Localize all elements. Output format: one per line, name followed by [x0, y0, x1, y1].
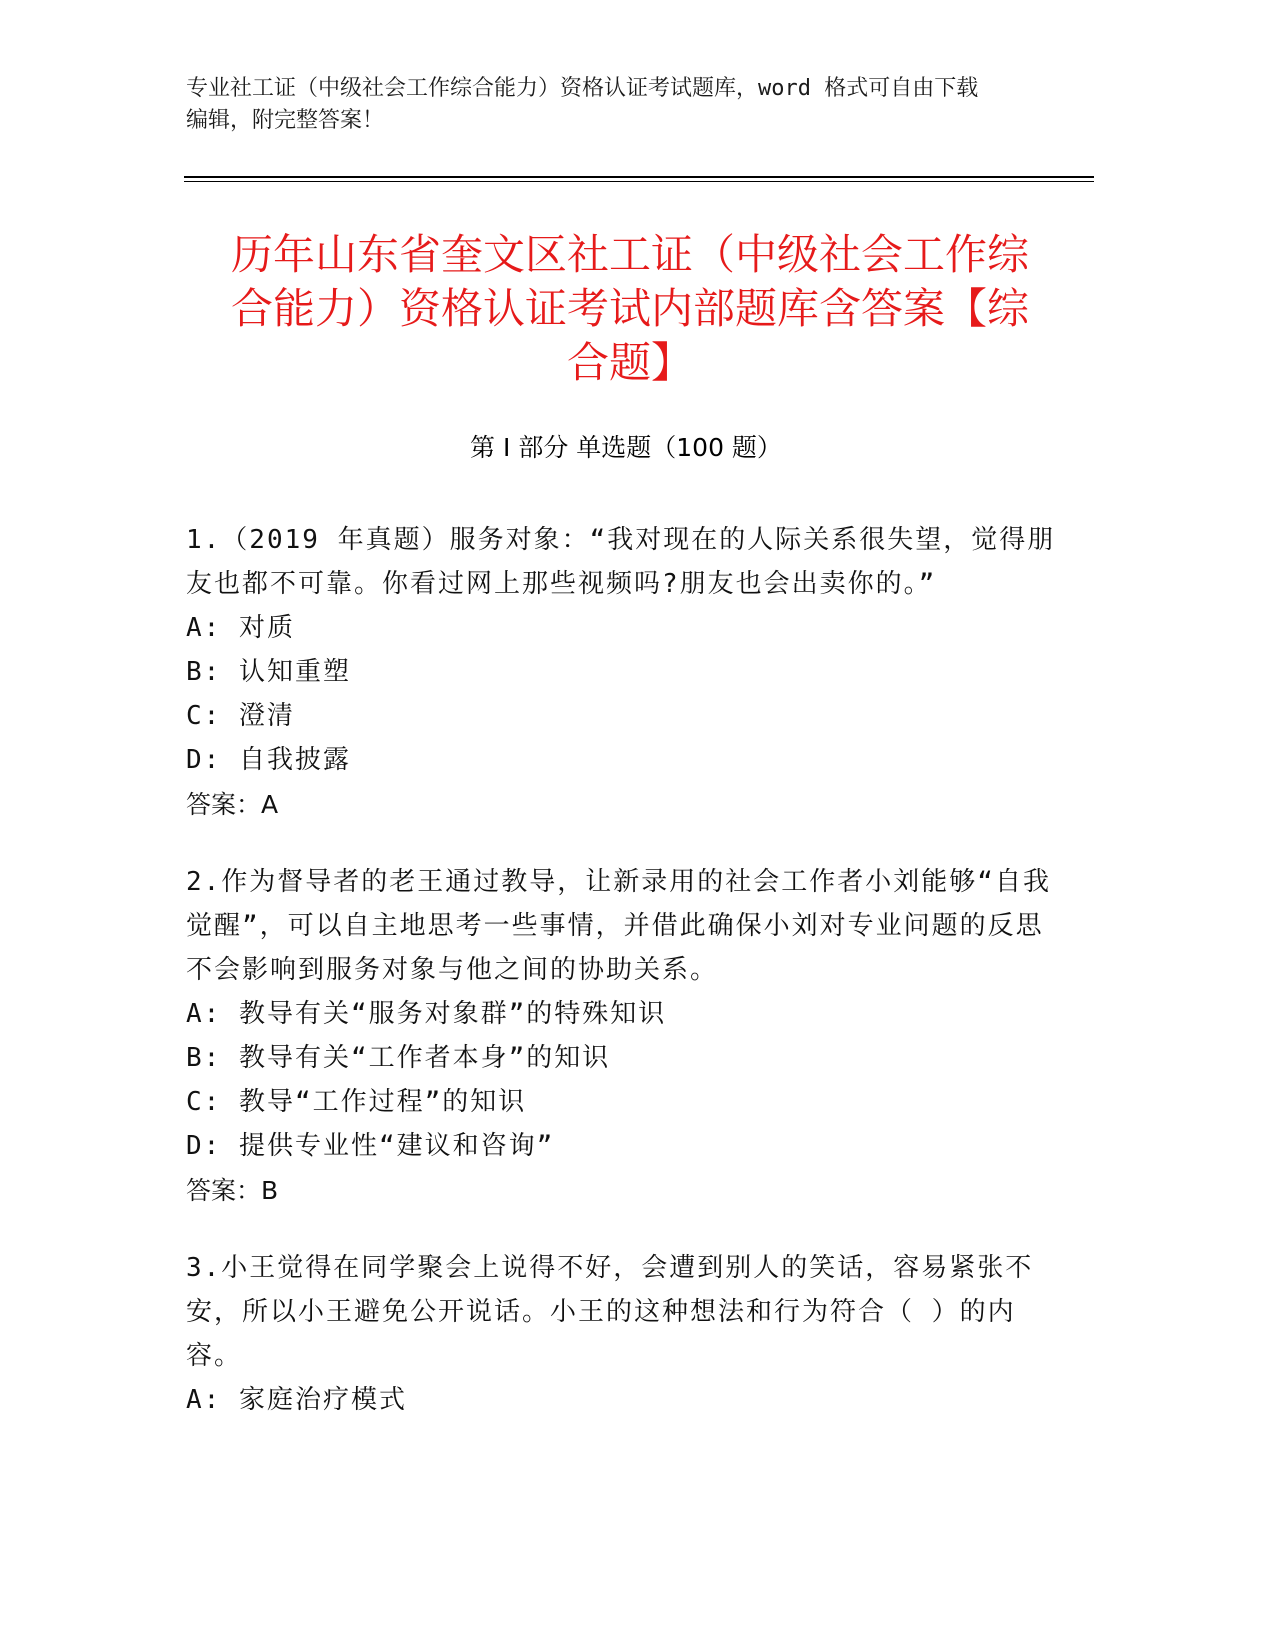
- section-heading: 第 I 部分 单选题（100 题）: [470, 433, 782, 462]
- option-b: B: 教导有关“工作者本身”的知识: [186, 1043, 611, 1073]
- question-list: [186, 518, 1066, 1454]
- header-line-2: 编辑，附完整答案！: [186, 108, 385, 133]
- question-1: [186, 518, 1066, 828]
- answer-label: 答案：B: [186, 1176, 279, 1205]
- option-c: C: 教导“工作过程”的知识: [186, 1087, 527, 1117]
- option-c: C: 澄清: [186, 701, 295, 731]
- header-divider-thick: [184, 176, 1094, 178]
- header-divider-thin: [184, 181, 1094, 182]
- question-stem: 2.作为督导者的老王通过教导，让新录用的社会工作者小刘能够“自我觉醒”，可以自主地思考一些事情，并借此确保小刘对专业问题的反思不会影响到服务对象与他之间的协助关系。: [186, 867, 1051, 985]
- title-line-2: 合能力）资格认证考试内部题库含答案【综: [230, 284, 1029, 333]
- title-line-1: 历年山东省奎文区社工证（中级社会工作综: [230, 230, 1029, 279]
- option-a: A: 对质: [186, 613, 295, 643]
- question-3: [186, 1246, 1066, 1422]
- header-line-1: 专业社工证（中级社会工作综合能力）资格认证考试题库，word 格式可自由下载: [186, 76, 979, 101]
- question-stem: 3.小王觉得在同学聚会上说得不好，会遭到别人的笑话，容易紧张不安，所以小王避免公开说话。小王的这种想法和行为符合（ ）的内容。: [186, 1253, 1034, 1371]
- question-2: [186, 860, 1066, 1214]
- option-a: A: 教导有关“服务对象群”的特殊知识: [186, 999, 667, 1029]
- title-line-3: 合题】: [566, 338, 693, 387]
- option-d: D: 提供专业性“建议和咨询”: [186, 1131, 555, 1161]
- question-stem: 1.（2019 年真题）服务对象：“我对现在的人际关系很失望，觉得朋友也都不可靠。你看过网上那些视频吗?朋友也会出卖你的。”: [186, 525, 1056, 599]
- option-a: A: 家庭治疗模式: [186, 1385, 407, 1415]
- option-b: B: 认知重塑: [186, 657, 351, 687]
- option-d: D: 自我披露: [186, 745, 351, 775]
- document-title: [190, 228, 1070, 390]
- answer-label: 答案：A: [186, 790, 279, 819]
- document-header: [186, 73, 1066, 137]
